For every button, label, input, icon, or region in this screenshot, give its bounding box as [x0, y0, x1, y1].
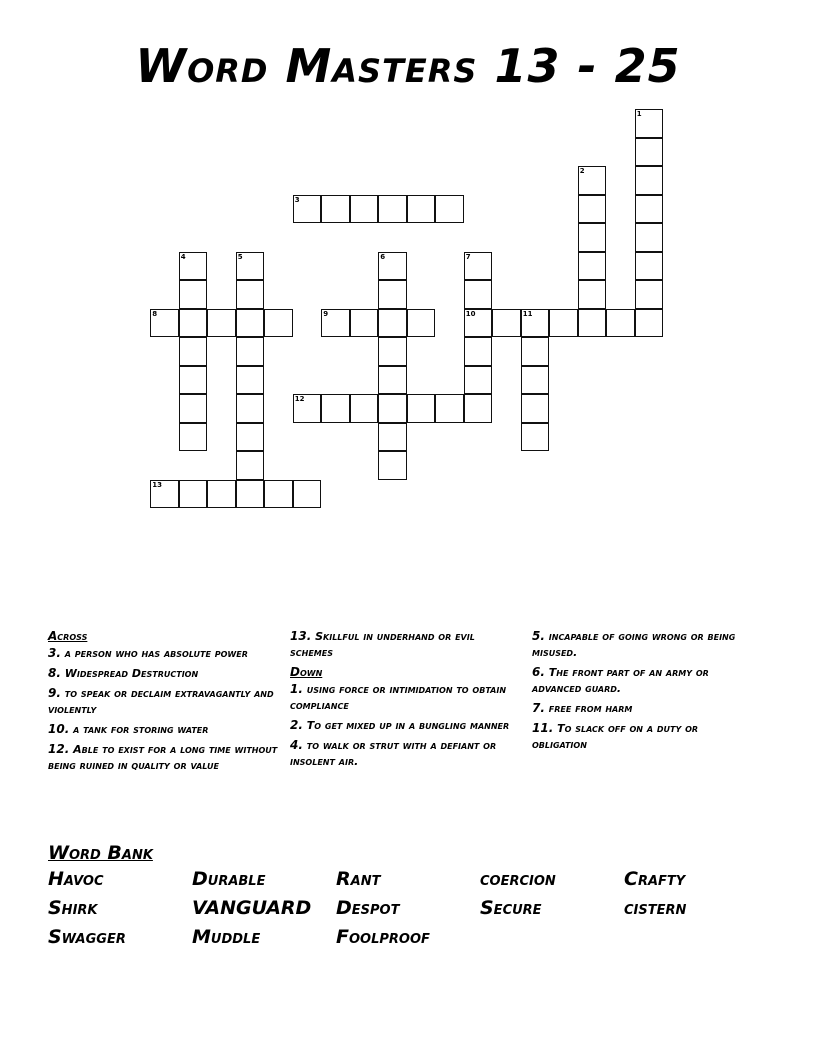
crossword-cell[interactable] [350, 309, 379, 338]
crossword-cell[interactable] [179, 394, 208, 423]
clue-across-10 [48, 721, 278, 738]
crossword-cell[interactable] [179, 309, 208, 338]
crossword-cell[interactable] [236, 337, 265, 366]
across-heading: Across [48, 629, 88, 643]
clue-number: 1. [290, 682, 303, 696]
crossword-cell[interactable] [350, 195, 379, 224]
clue-across-12 [48, 741, 278, 774]
clue-number: 8. [48, 666, 61, 680]
crossword-cell[interactable] [635, 195, 664, 224]
cell-number: 12 [294, 395, 305, 404]
crossword-cell[interactable] [635, 166, 664, 195]
crossword-cell[interactable] [236, 480, 265, 509]
cell-number: 8 [152, 309, 158, 318]
clue-text: to speak or declaim extravagantly and violently [48, 687, 274, 716]
crossword-cell[interactable] [521, 309, 550, 338]
crossword-cell[interactable] [236, 394, 265, 423]
crossword-cell[interactable] [521, 423, 550, 452]
crossword-cell[interactable] [293, 480, 322, 509]
crossword-cell[interactable] [464, 394, 493, 423]
clue-text: a tank for storing water [73, 723, 209, 736]
word-bank-item: Rant [336, 868, 381, 890]
clue-down-1 [290, 681, 515, 714]
crossword-cell[interactable] [150, 480, 179, 509]
clue-number: 4. [290, 738, 303, 752]
crossword-cell[interactable] [179, 252, 208, 281]
clue-number: 5. [532, 629, 545, 643]
clues-column-2 [290, 628, 515, 773]
crossword-cell[interactable] [578, 280, 607, 309]
crossword-cell[interactable] [521, 337, 550, 366]
crossword-cell[interactable] [378, 280, 407, 309]
crossword-cell[interactable] [635, 109, 664, 138]
clue-across-3 [48, 645, 278, 662]
crossword-cell[interactable] [378, 394, 407, 423]
word-bank-item: Swagger [48, 926, 126, 948]
crossword-cell[interactable] [236, 309, 265, 338]
word-bank-item: Secure [480, 897, 542, 919]
crossword-cell[interactable] [179, 423, 208, 452]
word-bank-item: Durable [192, 868, 266, 890]
cell-number: 11 [522, 309, 533, 318]
crossword-cell[interactable] [635, 252, 664, 281]
word-bank-item: Despot [336, 897, 400, 919]
word-bank-item: cistern [624, 897, 687, 919]
crossword-cell[interactable] [521, 394, 550, 423]
clue-text: to walk or strut with a defiant or insolent air. [290, 739, 497, 768]
page-title: Word Masters 13 - 25 [135, 39, 681, 93]
clue-number: 11. [532, 721, 554, 735]
crossword-cell[interactable] [350, 394, 379, 423]
crossword-cell[interactable] [293, 195, 322, 224]
down-heading: Down [290, 665, 323, 679]
cell-number: 1 [636, 110, 642, 119]
crossword-cell[interactable] [321, 394, 350, 423]
cell-number: 13 [152, 480, 162, 489]
crossword-cell[interactable] [179, 366, 208, 395]
word-bank-title: Word Bank [48, 842, 153, 864]
word-bank-item: Muddle [192, 926, 261, 948]
clue-across-13 [290, 628, 515, 661]
crossword-cell[interactable] [407, 394, 436, 423]
crossword-cell[interactable] [236, 280, 265, 309]
crossword-cell[interactable] [464, 366, 493, 395]
crossword-cell[interactable] [464, 280, 493, 309]
clue-text: Skillful in underhand or evil schemes [290, 630, 475, 659]
crossword-cell[interactable] [321, 195, 350, 224]
word-bank [48, 842, 768, 949]
clues-column-3 [532, 628, 747, 756]
clue-text: To get mixed up in a bungling manner [306, 719, 510, 732]
crossword-cell[interactable] [378, 337, 407, 366]
clue-down-6 [532, 664, 747, 697]
crossword-cell[interactable] [435, 195, 464, 224]
word-bank-item: Crafty [624, 868, 686, 890]
crossword-cell[interactable] [378, 252, 407, 281]
clue-number: 13. [290, 629, 312, 643]
crossword-cell[interactable] [521, 366, 550, 395]
crossword-cell[interactable] [464, 337, 493, 366]
crossword-cell[interactable] [407, 309, 436, 338]
crossword-cell[interactable] [378, 309, 407, 338]
crossword-cell[interactable] [264, 480, 293, 509]
clue-down-5 [532, 628, 747, 661]
cell-number: 10 [465, 309, 476, 318]
crossword-cell[interactable] [635, 138, 664, 167]
word-bank-item: coercion [480, 868, 556, 890]
crossword-cell[interactable] [578, 223, 607, 252]
cell-number: 6 [380, 252, 386, 261]
cell-number: 4 [180, 252, 186, 261]
crossword-cell[interactable] [435, 394, 464, 423]
clue-text: Able to exist for a long time without being ruined in quality or value [48, 743, 278, 772]
clue-across-8 [48, 665, 278, 682]
crossword-cell[interactable] [635, 223, 664, 252]
cell-number: 7 [465, 252, 471, 261]
crossword-cell[interactable] [606, 309, 635, 338]
clue-text: To slack off on a duty or obligation [532, 722, 699, 751]
crossword-cell[interactable] [207, 480, 236, 509]
crossword-cell[interactable] [578, 195, 607, 224]
crossword-cell[interactable] [179, 480, 208, 509]
word-bank-item: Shirk [48, 897, 98, 919]
crossword-cell[interactable] [578, 309, 607, 338]
crossword-cell[interactable] [578, 252, 607, 281]
crossword-cell[interactable] [464, 309, 493, 338]
cell-number: 9 [323, 309, 329, 318]
clue-down-2 [290, 717, 515, 734]
crossword-cell[interactable] [264, 309, 293, 338]
clue-down-7 [532, 700, 747, 717]
clue-text: using force or intimidation to obtain compliance [290, 683, 507, 712]
clue-number: 12. [48, 742, 70, 756]
crossword-cell[interactable] [378, 451, 407, 480]
crossword-cell[interactable] [150, 309, 179, 338]
clue-across-9 [48, 685, 278, 718]
word-bank-item: Foolproof [336, 926, 430, 948]
clue-number: 9. [48, 686, 61, 700]
crossword-cell[interactable] [179, 280, 208, 309]
crossword-cell[interactable] [179, 337, 208, 366]
crossword-cell[interactable] [378, 423, 407, 452]
crossword-cell[interactable] [464, 252, 493, 281]
clue-number: 10. [48, 722, 70, 736]
clue-text: free from harm [548, 702, 633, 715]
word-bank-item: VANGUARD [192, 897, 312, 919]
crossword-cell[interactable] [578, 166, 607, 195]
crossword-cell[interactable] [378, 195, 407, 224]
clue-number: 2. [290, 718, 303, 732]
clue-number: 6. [532, 665, 545, 679]
crossword-cell[interactable] [236, 366, 265, 395]
cell-number: 5 [237, 252, 243, 261]
clue-text: Widespread Destruction [64, 667, 199, 680]
clue-text: incapable of going wrong or being misused. [532, 630, 736, 659]
clue-number: 7. [532, 701, 545, 715]
crossword-cell[interactable] [378, 366, 407, 395]
clue-text: The front part of an army or advanced guard. [532, 666, 709, 695]
crossword-cell[interactable] [236, 423, 265, 452]
crossword-cell[interactable] [236, 252, 265, 281]
crossword-cell[interactable] [207, 309, 236, 338]
crossword-cell[interactable] [407, 195, 436, 224]
clue-number: 3. [48, 646, 61, 660]
cell-number: 2 [579, 167, 585, 176]
crossword-cell[interactable] [492, 309, 521, 338]
crossword-cell[interactable] [635, 309, 664, 338]
crossword-cell[interactable] [293, 394, 322, 423]
crossword-cell[interactable] [321, 309, 350, 338]
crossword-cell[interactable] [236, 451, 265, 480]
word-bank-item: Havoc [48, 868, 104, 890]
crossword-cell[interactable] [635, 280, 664, 309]
crossword-cell[interactable] [549, 309, 578, 338]
clue-text: a person who has absolute power [64, 647, 248, 660]
clues-column-1 [48, 628, 278, 777]
clue-down-4 [290, 737, 515, 770]
cell-number: 3 [294, 195, 300, 204]
clue-down-11 [532, 720, 747, 753]
word-bank-list [48, 868, 768, 949]
